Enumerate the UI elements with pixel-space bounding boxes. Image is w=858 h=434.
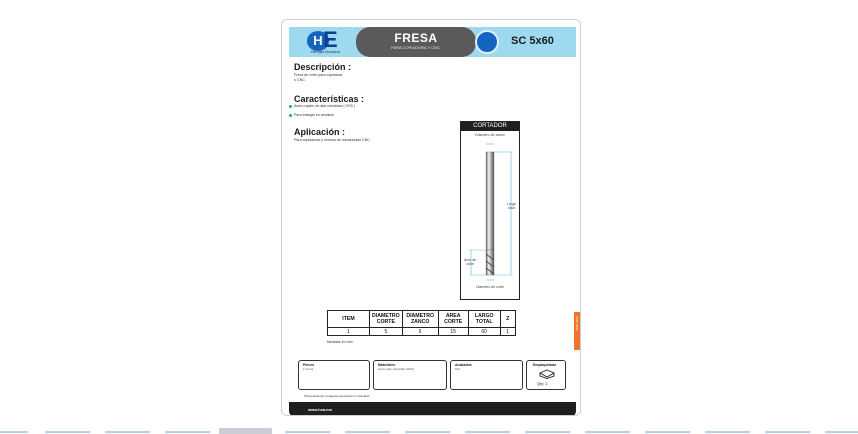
- product-subtitle: PARA COPIADORA Y CNC.: [391, 45, 441, 50]
- caracteristica-item: Para trabajar en aluminio: [294, 113, 335, 117]
- descripcion-title: Descripción :: [294, 62, 352, 72]
- table-cell: 1: [500, 328, 515, 336]
- table-header: ITEM: [328, 311, 370, 328]
- product-sheet: [281, 19, 581, 416]
- presentacion-box: Pieces 1 Fresa: [298, 360, 370, 390]
- page-tab[interactable]: [219, 428, 272, 434]
- table-cell: 5: [370, 328, 403, 336]
- materiales-box: Materiales Acero alta velocidad (HSS): [373, 360, 447, 390]
- logo-tagline: Herrajes Europeos: [311, 50, 341, 54]
- table-cell: 1: [328, 328, 370, 336]
- descripcion-text-1: Fresa de corte para copiadora: [294, 73, 343, 77]
- table-header: LARGO TOTAL: [468, 311, 500, 328]
- end-mill-drawing: [461, 122, 519, 299]
- circle-icon: [475, 30, 499, 54]
- product-code: SC 5x60: [511, 35, 554, 47]
- descripcion-text-2: o CNC.: [294, 78, 306, 82]
- table-cell: 60: [468, 328, 500, 336]
- table-cell: 6: [402, 328, 438, 336]
- aplicacion-title: Aplicación :: [294, 127, 346, 137]
- cut-diameter-label: Diámetro de corte: [476, 285, 504, 289]
- product-title: FRESA: [394, 31, 438, 45]
- measurement-units: Medidas en mm: [327, 340, 353, 344]
- aplicacion-text: Para copiadoras y centros de mecanizado CNC.: [294, 138, 371, 142]
- total-length-label: Largo total: [507, 202, 516, 210]
- sheet-footer: [289, 402, 576, 416]
- table-header: DIAMETRO CORTE: [370, 311, 403, 328]
- quantity-box: Empaquetado Qty: 1: [526, 360, 566, 390]
- side-tab: DMG-0020: [574, 312, 581, 350]
- sheet-header: [289, 27, 576, 57]
- table-header: AREA CORTE: [438, 311, 468, 328]
- acabados-box: Acabados N/A: [450, 360, 523, 390]
- cutter-header: CORTADOR: [461, 122, 519, 131]
- quantity-value: Qty: 1: [537, 381, 548, 386]
- caracteristica-item: Acero rapido de alta velocidad ( HSS ): [294, 104, 356, 108]
- cutter-diagram: [460, 121, 520, 300]
- table-header: DIAMETRO ZANCO: [402, 311, 438, 328]
- table-header: Z: [500, 311, 515, 328]
- cut-area-label: Area de corte: [463, 258, 477, 266]
- bullet-icon: [289, 114, 292, 117]
- table-header-row: [328, 311, 516, 328]
- caracteristicas-title: Características :: [294, 94, 365, 104]
- company-logo: H E Herrajes Europeos: [307, 29, 351, 55]
- table-cell: 15: [438, 328, 468, 336]
- observaciones: Observaciones: Imagenes genericas no incluidas: [304, 394, 370, 398]
- spec-table: [327, 310, 516, 336]
- table-row: [328, 328, 516, 336]
- footer-url: www.hea.mx: [308, 407, 333, 412]
- bullet-icon: [289, 105, 292, 108]
- package-icon: [539, 369, 555, 379]
- shank-diameter-label: Diámetro de zanco: [475, 133, 505, 137]
